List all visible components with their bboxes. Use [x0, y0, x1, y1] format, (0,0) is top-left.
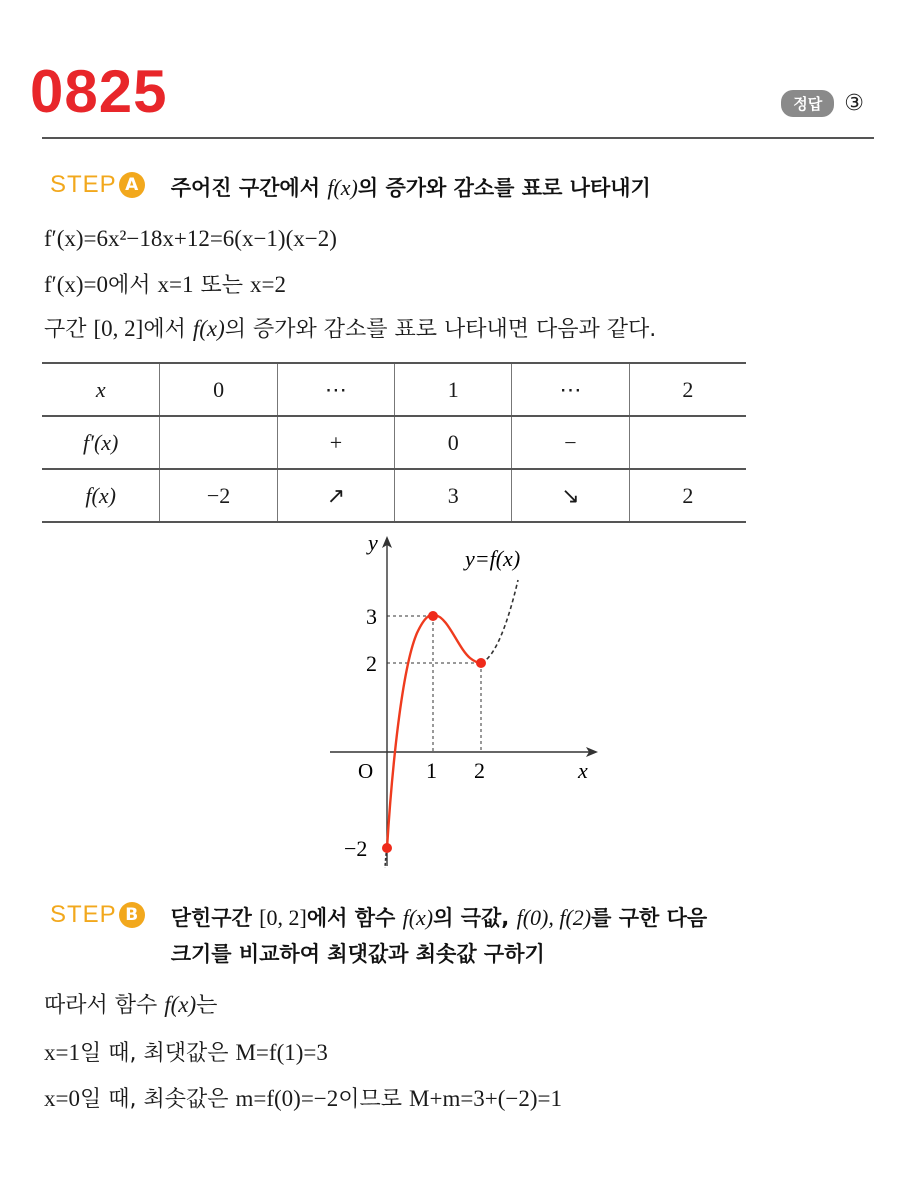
step-b-title-math-1: [0, 2] — [259, 905, 307, 930]
step-b-title-text-4: 를 구한 다음 — [591, 906, 708, 930]
intro-text-1: 구간 — [44, 317, 94, 342]
step-b-title-math-2: f(x) — [402, 905, 434, 930]
table-cell: x — [42, 363, 160, 416]
point-x2 — [476, 658, 486, 668]
table-cell: + — [277, 416, 394, 469]
table-row-x — [42, 363, 746, 416]
b-line3-text-1: 일 때, 최솟값은 — [79, 1087, 236, 1112]
answer-value: ③ — [844, 91, 864, 116]
conclusion-line-1 — [44, 990, 217, 1021]
step-a-heading — [50, 170, 651, 206]
function-graph — [330, 528, 620, 868]
step-a-badge: A — [119, 172, 145, 198]
table-cell: f(x) — [42, 469, 160, 522]
step-a-title-text: 주어진 구간에서 — [170, 176, 328, 200]
b-line1-math: f(x) — [164, 992, 197, 1017]
answer-badge: 정답 — [781, 90, 834, 117]
intro-math-2: f(x) — [192, 316, 225, 341]
b-line2-math-1: x=1 — [44, 1040, 80, 1065]
derivative-line — [44, 224, 337, 255]
header-divider — [42, 137, 874, 139]
conclusion-line-3 — [44, 1084, 562, 1115]
y-tick-neg2: −2 — [344, 836, 368, 861]
b-line1-text-2: 는 — [196, 993, 218, 1018]
table-cell: ↗ — [277, 469, 394, 522]
roots-math-3: x=2 — [249, 272, 286, 297]
step-b-title-text-3: 의 극값, — [433, 906, 517, 930]
roots-math-1: f′(x)=0 — [44, 272, 108, 297]
table-cell: 1 — [395, 363, 512, 416]
table-cell: f′(x) — [42, 416, 160, 469]
table-cell: − — [512, 416, 629, 469]
table-cell: ↘ — [512, 469, 629, 522]
table-cell — [160, 416, 277, 469]
intro-text-2: 에서 — [143, 317, 193, 342]
table-row-function — [42, 469, 746, 522]
step-a-title-text-2: 의 증가와 감소를 표로 나타내기 — [357, 176, 651, 200]
table-cell: 2 — [629, 469, 746, 522]
curve-label: y=f(x) — [465, 546, 521, 571]
step-b-title-line-2: 크기를 비교하여 최댓값과 최솟값 구하기 — [170, 942, 545, 966]
roots-line — [44, 270, 286, 301]
x-tick-1: 1 — [426, 758, 437, 783]
point-x1 — [428, 611, 438, 621]
table-cell — [629, 416, 746, 469]
step-a-title-math: f(x) — [327, 175, 358, 200]
table-cell: ⋯ — [277, 363, 394, 416]
variation-table — [42, 362, 746, 523]
table-row-derivative — [42, 416, 746, 469]
b-line3-math-1: x=0 — [44, 1086, 80, 1111]
b-line2-math-2: M=f(1)=3 — [235, 1040, 328, 1065]
y-tick-2: 2 — [366, 651, 377, 676]
roots-math-2: x=1 — [157, 272, 194, 297]
b-line2-text: 일 때, 최댓값은 — [79, 1041, 236, 1066]
step-b-label: STEP — [50, 901, 117, 928]
intro-math-1: [0, 2] — [93, 316, 144, 341]
b-line1-text-1: 따라서 함수 — [44, 993, 165, 1018]
x-axis-label: x — [578, 758, 588, 783]
table-intro-line — [44, 314, 656, 345]
answer-box — [781, 90, 864, 117]
step-b-title — [171, 900, 708, 972]
step-b-title-text-2: 에서 함수 — [306, 906, 403, 930]
y-tick-3: 3 — [366, 604, 377, 629]
table-cell: ⋯ — [512, 363, 629, 416]
curve-dashed-right — [481, 580, 518, 663]
intro-text-3: 의 증가와 감소를 표로 나타내면 다음과 같다. — [224, 317, 657, 342]
table-cell: 2 — [629, 363, 746, 416]
roots-text-2: 또는 — [193, 273, 250, 298]
step-b-badge: B — [119, 902, 145, 928]
roots-text-1: 에서 — [107, 273, 158, 298]
problem-number: 0825 — [30, 58, 168, 125]
derivative-expression: f′(x)=6x²−18x+12=6(x−1)(x−2) — [44, 226, 337, 251]
curve-solid — [387, 615, 481, 848]
b-line3-math-2: m=f(0)=−2 — [235, 1086, 339, 1111]
step-a-title — [171, 170, 651, 206]
step-b-heading — [50, 900, 707, 972]
b-line3-text-2: 이므로 — [338, 1087, 410, 1112]
table-cell: 0 — [395, 416, 512, 469]
step-b-title-math-3: f(0), f(2) — [516, 905, 592, 930]
table-cell: −2 — [160, 469, 277, 522]
table-cell: 3 — [395, 469, 512, 522]
x-tick-2: 2 — [474, 758, 485, 783]
b-line3-math-3: M+m=3+(−2)=1 — [409, 1086, 563, 1111]
point-x0 — [382, 843, 392, 853]
y-axis-label: y — [368, 530, 378, 555]
table-cell: 0 — [160, 363, 277, 416]
conclusion-line-2 — [44, 1038, 328, 1069]
origin-label: O — [358, 759, 374, 783]
step-b-title-text-1: 닫힌구간 — [170, 906, 260, 930]
step-a-label: STEP — [50, 171, 117, 198]
